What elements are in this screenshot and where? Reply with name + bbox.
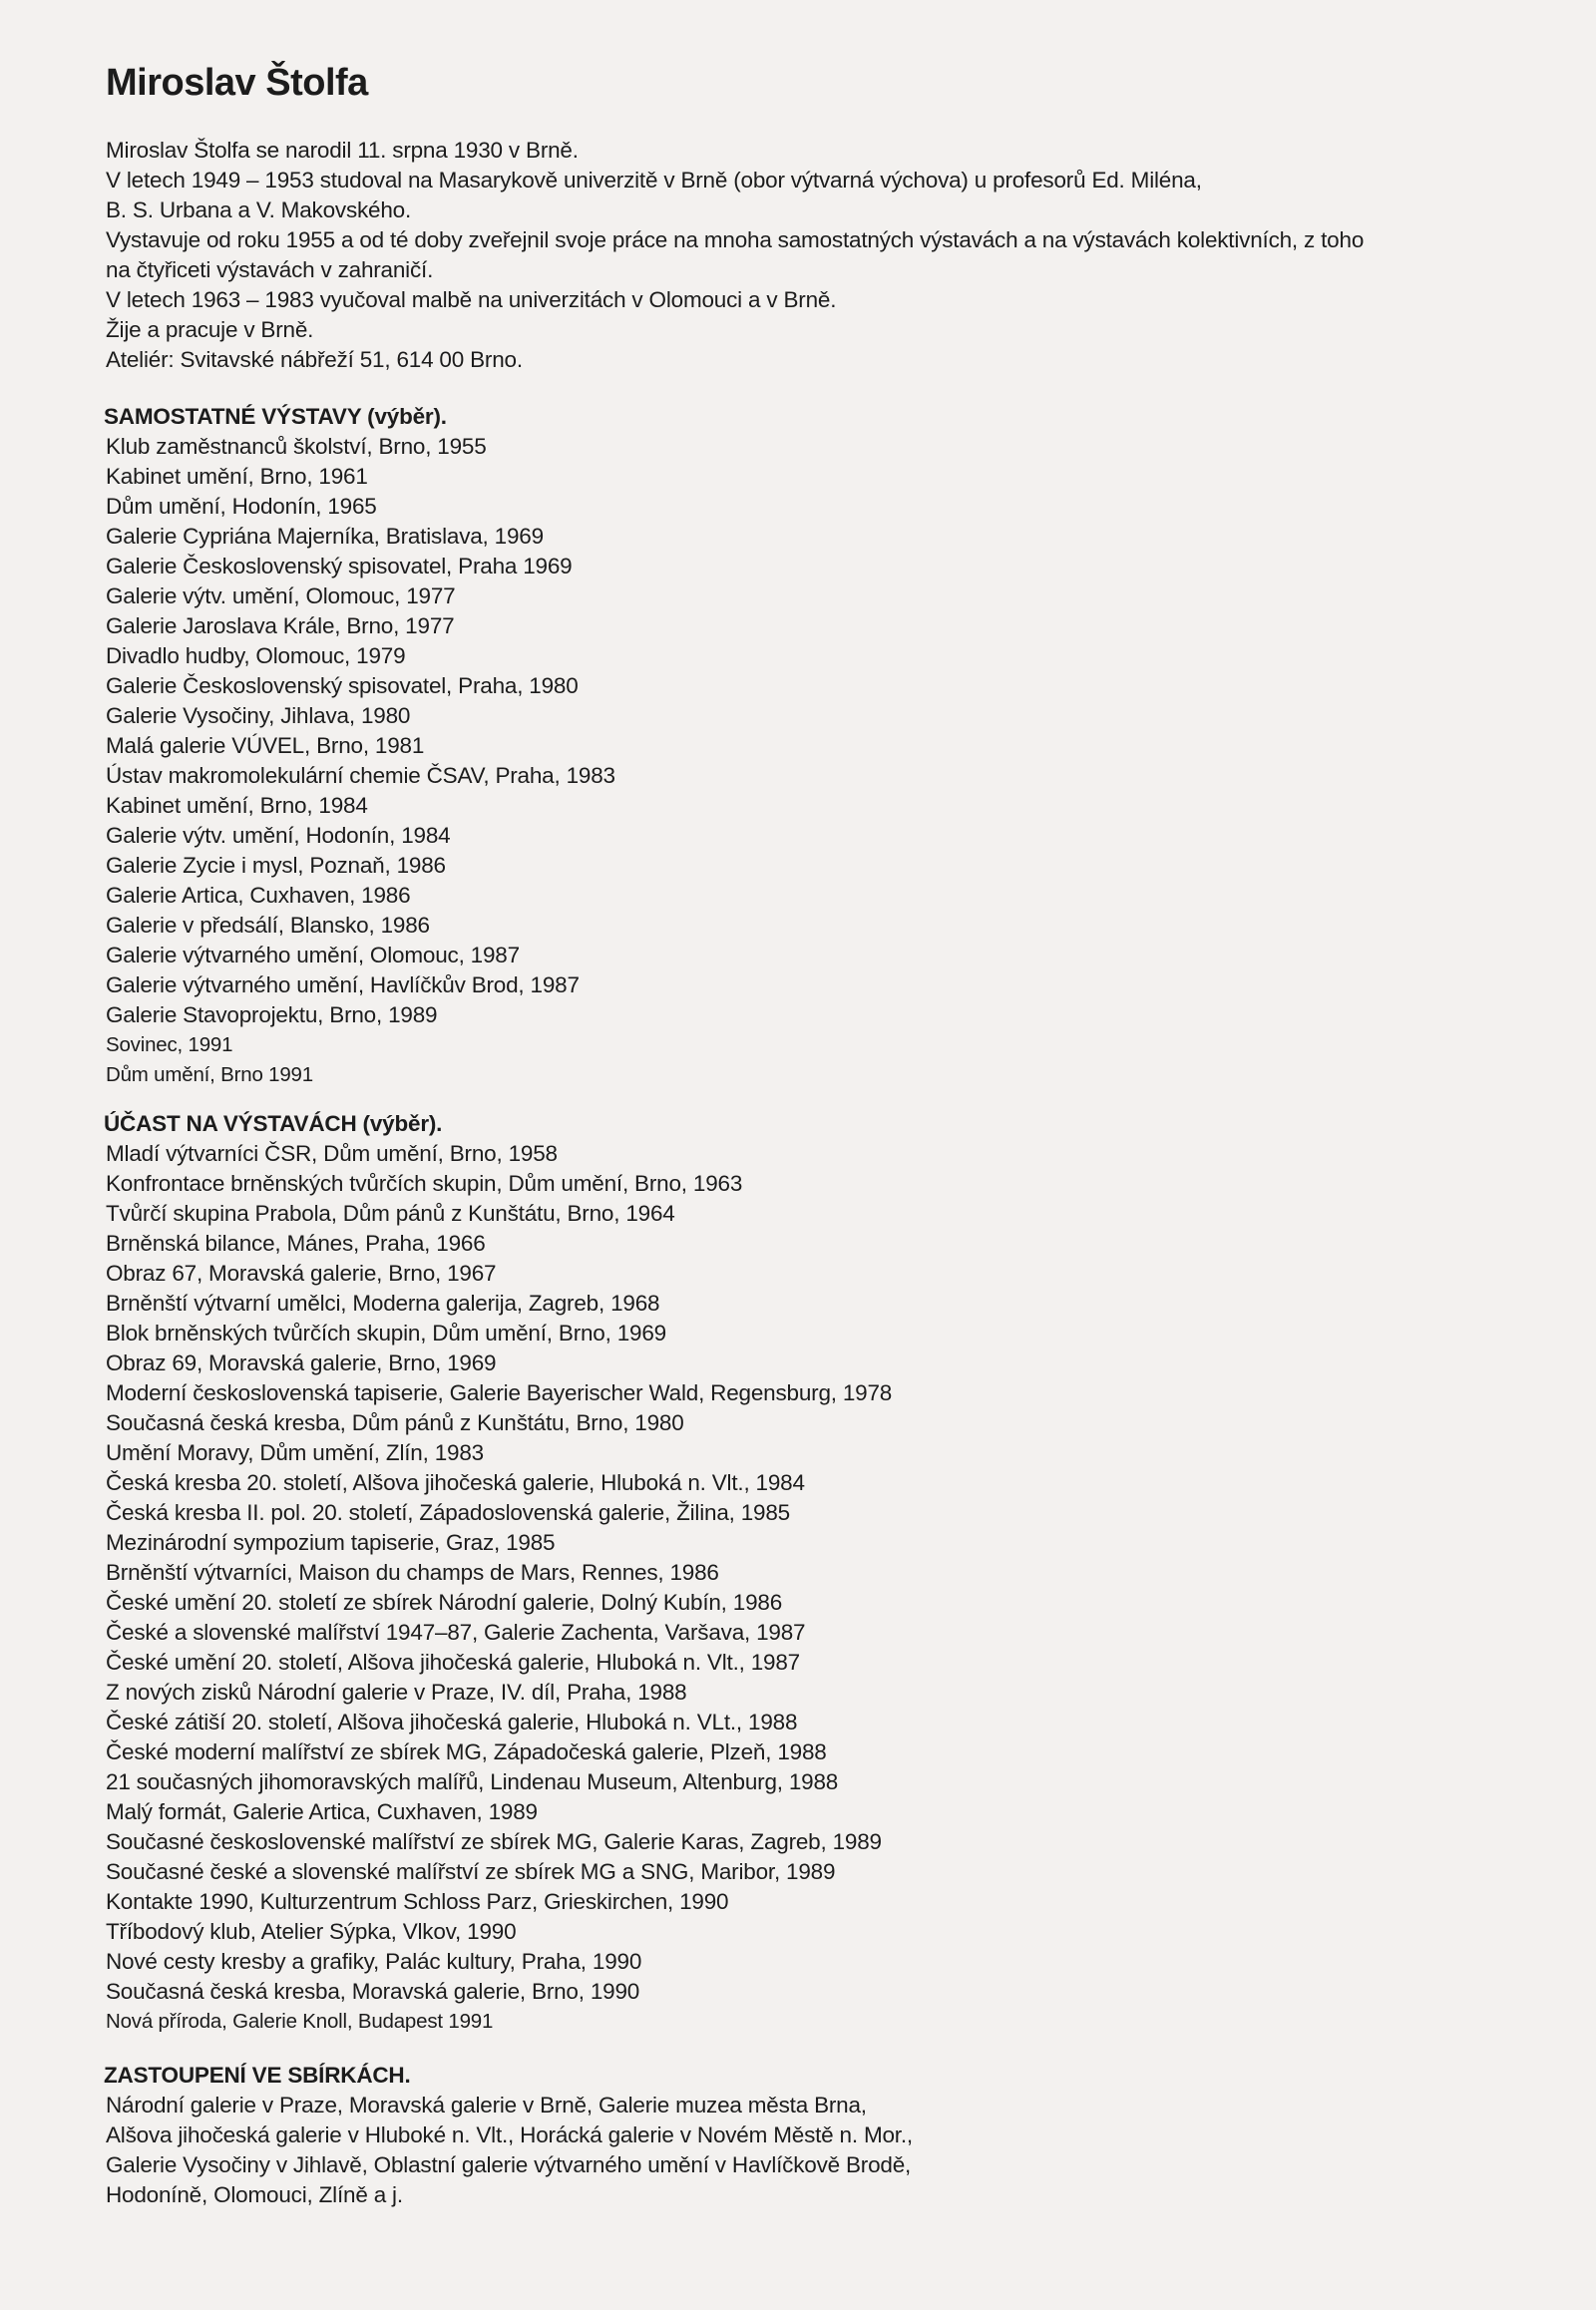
collections-line: Alšova jihočeská galerie v Hluboké n. Vlt., Horácká galerie v Novém Městě n. Mor., (106, 2122, 913, 2147)
list-item: Z nových zisků Národní galerie v Praze, IV. díl, Praha, 1988 (106, 1680, 687, 1705)
list-item: České a slovenské malířství 1947–87, Galerie Zachenta, Varšava, 1987 (106, 1620, 806, 1645)
list-item: Blok brněnských tvůrčích skupin, Dům umění, Brno, 1969 (106, 1321, 666, 1346)
list-item: Galerie Artica, Cuxhaven, 1986 (106, 883, 411, 908)
list-item: Divadlo hudby, Olomouc, 1979 (106, 643, 406, 668)
list-item: České umění 20. století, Alšova jihočeská galerie, Hluboká n. Vlt., 1987 (106, 1650, 800, 1675)
collections-line: Galerie Vysočiny v Jihlavě, Oblastní galerie výtvarného umění v Havlíčkově Brodě, (106, 2152, 912, 2177)
list-item: Nové cesty kresby a grafiky, Palác kultury, Praha, 1990 (106, 1949, 642, 1974)
bio-line: Ateliér: Svitavské nábřeží 51, 614 00 Brno. (106, 347, 523, 372)
list-item: Současná česká kresba, Dům pánů z Kunštátu, Brno, 1980 (106, 1410, 684, 1435)
list-item: Galerie v předsálí, Blansko, 1986 (106, 913, 430, 938)
group-exhibitions-heading: ÚČAST NA VÝSTAVÁCH (výběr). (104, 1111, 443, 1136)
list-item: Galerie Československý spisovatel, Praha, 1980 (106, 673, 579, 698)
list-item: Česká kresba II. pol. 20. století, Západoslovenská galerie, Žilina, 1985 (106, 1500, 790, 1525)
list-item: Tvůrčí skupina Prabola, Dům pánů z Kunštátu, Brno, 1964 (106, 1201, 675, 1226)
list-item: České umění 20. století ze sbírek Národní galerie, Dolný Kubín, 1986 (106, 1590, 783, 1615)
group-exhibitions-list (106, 1139, 1522, 2037)
list-item: Kabinet umění, Brno, 1984 (106, 793, 368, 818)
collections-text (106, 2091, 1522, 2210)
bio-line: Miroslav Štolfa se narodil 11. srpna 1930 v Brně. (106, 138, 579, 163)
list-item: Obraz 67, Moravská galerie, Brno, 1967 (106, 1261, 497, 1286)
list-item: Dům umění, Hodonín, 1965 (106, 494, 377, 519)
list-item: Dům umění, Brno 1991 (106, 1063, 313, 1086)
bio-line: V letech 1949 – 1953 studoval na Masarykově univerzitě v Brně (obor výtvarná výchova) u profesorů Ed. Miléna, (106, 168, 1202, 192)
list-item: Galerie výtvarného umění, Olomouc, 1987 (106, 943, 520, 967)
list-item: Současná česká kresba, Moravská galerie, Brno, 1990 (106, 1979, 640, 2004)
list-item: Galerie Cypriána Majerníka, Bratislava, 1969 (106, 524, 544, 549)
collections-line: Hodoníně, Olomouci, Zlíně a j. (106, 2182, 403, 2207)
solo-exhibitions-list (106, 432, 1522, 1090)
bio-line: V letech 1963 – 1983 vyučoval malbě na univerzitách v Olomouci a v Brně. (106, 287, 837, 312)
list-item: Česká kresba 20. století, Alšova jihočeská galerie, Hluboká n. Vlt., 1984 (106, 1470, 805, 1495)
list-item: Galerie výtvarného umění, Havlíčkův Brod, 1987 (106, 972, 580, 997)
list-item: Klub zaměstnanců školství, Brno, 1955 (106, 434, 487, 459)
list-item: Mladí výtvarníci ČSR, Dům umění, Brno, 1958 (106, 1141, 558, 1166)
list-item: Galerie Jaroslava Krále, Brno, 1977 (106, 613, 455, 638)
list-item: Tříbodový klub, Atelier Sýpka, Vlkov, 1990 (106, 1919, 517, 1944)
list-item: Konfrontace brněnských tvůrčích skupin, Dům umění, Brno, 1963 (106, 1171, 743, 1196)
list-item: Kabinet umění, Brno, 1961 (106, 464, 368, 489)
list-item: Ústav makromolekulární chemie ČSAV, Praha, 1983 (106, 763, 615, 788)
list-item: Galerie výtv. umění, Olomouc, 1977 (106, 583, 456, 608)
list-item: Galerie Zycie i mysl, Poznaň, 1986 (106, 853, 446, 878)
solo-exhibitions-heading: SAMOSTATNÉ VÝSTAVY (výběr). (104, 404, 447, 429)
list-item: České moderní malířství ze sbírek MG, Západočeská galerie, Plzeň, 1988 (106, 1739, 827, 1764)
collections-line: Národní galerie v Praze, Moravská galerie v Brně, Galerie muzea města Brna, (106, 2093, 867, 2118)
bio-line: Vystavuje od roku 1955 a od té doby zveřejnil svoje práce na mnoha samostatných výstavách a na výstavách kolektivních, z toho (106, 227, 1365, 252)
list-item: Obraz 69, Moravská galerie, Brno, 1969 (106, 1350, 497, 1375)
list-item: Galerie Stavoprojektu, Brno, 1989 (106, 1002, 438, 1027)
list-item: 21 současných jihomoravských malířů, Lindenau Museum, Altenburg, 1988 (106, 1769, 839, 1794)
list-item: Malá galerie VÚVEL, Brno, 1981 (106, 733, 425, 758)
list-item: Nová příroda, Galerie Knoll, Budapest 1991 (106, 2010, 494, 2033)
list-item: České zátiší 20. století, Alšova jihočeská galerie, Hluboká n. VLt., 1988 (106, 1710, 798, 1734)
biography (106, 136, 1522, 375)
list-item: Sovinec, 1991 (106, 1033, 233, 1056)
bio-line: B. S. Urbana a V. Makovského. (106, 197, 412, 222)
collections-heading: ZASTOUPENÍ VE SBÍRKÁCH. (104, 2063, 411, 2088)
list-item: Galerie Československý spisovatel, Praha 1969 (106, 554, 573, 578)
list-item: Současné české a slovenské malířství ze sbírek MG a SNG, Maribor, 1989 (106, 1859, 836, 1884)
list-item: Umění Moravy, Dům umění, Zlín, 1983 (106, 1440, 484, 1465)
list-item: Brněnští výtvarníci, Maison du champs de Mars, Rennes, 1986 (106, 1560, 719, 1585)
list-item: Brněnská bilance, Mánes, Praha, 1966 (106, 1231, 486, 1256)
list-item: Současné československé malířství ze sbírek MG, Galerie Karas, Zagreb, 1989 (106, 1829, 882, 1854)
bio-line: na čtyřiceti výstavách v zahraničí. (106, 257, 434, 282)
list-item: Galerie Vysočiny, Jihlava, 1980 (106, 703, 411, 728)
list-item: Galerie výtv. umění, Hodonín, 1984 (106, 823, 451, 848)
list-item: Brněnští výtvarní umělci, Moderna galerija, Zagreb, 1968 (106, 1291, 660, 1316)
bio-line: Žije a pracuje v Brně. (106, 317, 314, 342)
list-item: Malý formát, Galerie Artica, Cuxhaven, 1989 (106, 1799, 538, 1824)
list-item: Kontakte 1990, Kulturzentrum Schloss Parz, Grieskirchen, 1990 (106, 1889, 729, 1914)
list-item: Mezinárodní sympozium tapiserie, Graz, 1985 (106, 1530, 556, 1555)
page-title: Miroslav Štolfa (106, 62, 368, 104)
list-item: Moderní československá tapiserie, Galerie Bayerischer Wald, Regensburg, 1978 (106, 1380, 893, 1405)
